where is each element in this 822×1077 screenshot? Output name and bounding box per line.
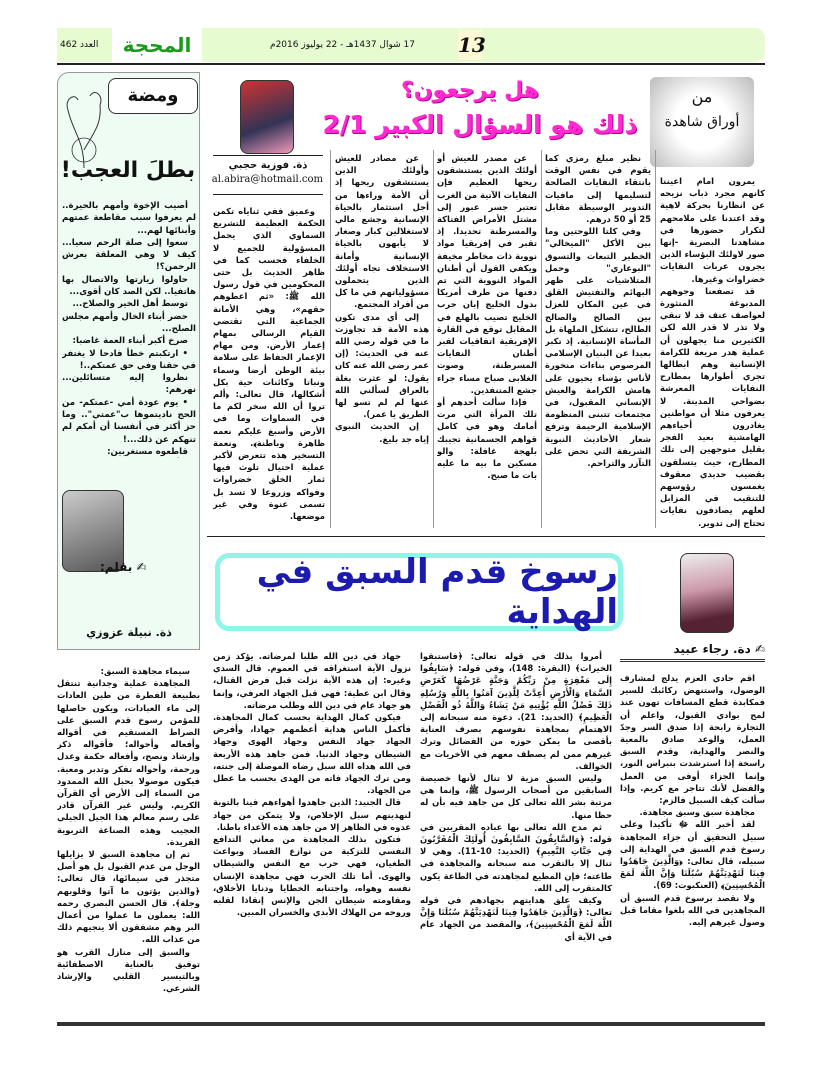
- upper-column-2: [545, 152, 651, 528]
- issue-date: 17 شوال 1437هـ - 22 يوليوز 2016م: [270, 40, 415, 50]
- paragraph: قاطعوه مستغربين:: [107, 446, 188, 457]
- lower-column-3: [213, 650, 411, 1018]
- upper-column-5: [213, 205, 325, 528]
- page-number: 13: [458, 30, 482, 60]
- author-box: [213, 155, 323, 195]
- author-email: al.abira@hotmail.com: [211, 174, 323, 185]
- author-name-rajaa: [620, 642, 765, 662]
- paragraph: • ارتكبتم خطأ فادحا لا يغتفر في حقنا وفي حق عمتكم..!: [62, 348, 196, 371]
- upper-column-4: [335, 152, 429, 528]
- paragraph: يمرون امام اعيننا كانهم مجرد ذباب نزيحه عن انظارنا بحركة لاهية وقد اعتدنا على ملامحهم لتكرار حضورها في مشاهدنا البصرية -إنها صور لاولئك البؤساء الذين يجرون عربات النفايات خضراوات وغيرها.: [660, 176, 765, 284]
- article-title-box: [215, 553, 623, 631]
- article-title-line2: ذلك هو السؤال الكبير 2/1: [322, 110, 638, 139]
- article-title-line1: هل يرجعون؟: [400, 78, 540, 103]
- paragraph: مجاهدة سبق وسبق مجاهدة.: [639, 807, 755, 818]
- paragraph: فتكون بذلك المجاهدة من معاني التدافع النفسي للتزكية من نوازع الفساد وبواعث الطغيان، فهي حرب مع النفس والشيطان والهوى. أما تلك الحرب فهي مجاهدة الإنسان نفسه وهواه، واجتنابه الخطايا ودنايا الأخلاق، ومقاومته شيطان الجن والإنس إنقاذا لقلبه وروحه من الهلاك الأبدي والخسران المبين.: [213, 834, 411, 918]
- column-divider: [330, 150, 331, 528]
- paragraph: المجاهدة عملية وجدانية تنتقل بطبيعة الفطرة من طين العادات إلى ماء العبادات، ويكون حاصلها للمؤمن رسوخ قدم السبق على الصراط المستقيم في أقواله وأفعاله وأحواله؛ فأقواله ذكر وإرشاد ونصح، وأفعاله حكمة وعدل ورحمة، وأحواله تفكر وتدبر ومعية. فيكون موصولا بحبل الله الممدود من السماء إلى الأرض أي القرآن الكريم. وليس غير القرآن قادر على رسم معالم هذا الجيل الجيلي العجيب وهذه الصناعة التربوية الفريدة.: [57, 678, 200, 847]
- wamda-label: ومضة: [108, 78, 198, 114]
- column-divider: [655, 150, 656, 528]
- author-photo-fouzia: [240, 80, 294, 154]
- column-divider: [541, 150, 542, 528]
- paragraph: إن الحديث النبوي إياه جد بليغ.: [335, 421, 429, 444]
- paragraph: أصيب الإخوة وأمهم بالحيرة.. لم يعرفوا سبب مقاطعة عمتهم وأبنائها لهم...: [62, 201, 196, 236]
- lower-column-1: [620, 672, 765, 1018]
- paragraph: ولا نقصد برسوخ قدم السبق أن المجاهدين في الله بلغوا مقاما قبل وصول غيرهم إليه.: [620, 892, 765, 928]
- paragraph: نظروا إليه متسائلين... نهرهم:: [62, 373, 196, 396]
- paragraph: قد تصفعنا وجوههم المدبوغة المنثورة لعواصف عنف قد لا تبقي ولا تذر لا قدر الله لكن الكثيرين منا يجهلون أن عملية هدر مريعة للكرامة الإنسانية وهم ابطالها تجري أطوارها بمطارح النفايات المعرشة بضواحي المدينة. لا يعرفون مثلا أن مواطنين يغادرون أحياءهم الهامشية بعيد الفجر بقليل متوجهين إلى تلك المطارح، حيث يتسلقون بقضيب حديدي معقوف يغمسون رؤوسهم للتنقيب في المزابل لعلهم يصادفون نفايات تحتاج إلى تدوير.: [660, 285, 765, 528]
- paragraph: اقم حادي العزم يدلج لمشارف الوصول، واستنهض ركائبك للسير فمكابدة قطع المسافات تهون عند لمح بوادي القبول، واعلم أن التجارة رابحة إذا صدق السر وجدّ العمل، والوعد صادق بالمعية والنصر والهداية، وقدم السبق راسخة إذا استرشدت بنبراس النور، وإنما الجزاء أوفى من العمل والفضل لأنك تتاجر مع كريم. وإذا سألت كيف السبيل فالزم:: [620, 673, 765, 806]
- pen-icon: ✍: [750, 642, 765, 656]
- article-title: رسوخ قدم السبق في الهداية: [256, 552, 618, 632]
- header-divider: [57, 63, 765, 65]
- paragraph: عن مصدر للعيش أو أولئك الذين يستنشقون ريحها العظيم فإن النفايات الآتية من الغرب تعتبر جسر عبور إلى مشتل الأمراض الفتاكة والمسرطنة تحديدا. إذ تقبر في إفريقيا مواد نووية ذات مخاطر مخيفة ويكفي القول أن أطنان المواد النووية التي تم دفنها من طرف أمريكا بدول الخليج إبان حرب الخليج تصيب بالهلع في المقابل توقع في القارة الإفريقية اتفاقيات لقبر أطنان النفايات المسرطنة، وصوت الغلابى صباح مساء جراء جشع المتنفذين.: [437, 153, 537, 395]
- paragraph: صرخ أكبر أبناء العمة غاضبا:: [72, 336, 188, 347]
- series-label-2: أوراق شاهدة: [664, 114, 740, 130]
- paragraph: فإذا سألت أحدهم أو تلك المرأة التي مرت أمامك وهو في كامل قواهم الجسمانية تجيبك بلهجة غافلة: والو مسكين ما بيه ما عليه بات ما صبح.: [437, 397, 537, 481]
- paragraph: جهاد في دين الله طلبا لمرضاته. يؤكد زمن نزول الآية استغراقه في العموم. قال السدي وغيره: إن هذه الآية نزلت قبل فرض القتال، وقال ابن عطية: فهي قبل الجهاد العرفي، وإنما هو جهاد عام في دين الله وطلب مرضاته.: [213, 651, 411, 710]
- author-name-text: دة. رجاء عبيد: [673, 642, 751, 656]
- floral-ornament-icon: [62, 80, 106, 168]
- newspaper-logo: المحجة: [112, 28, 202, 62]
- paragraph: وليس السبق مزية لا تنال لأنها خصيصة السابقين من أصحاب الرسول ﷺ، وإنما هي مرتبة بشر الله تعالى كل من جاهد فيه بأن له حظا منها.: [420, 773, 612, 820]
- wamda-title: بطلَ العجب!: [60, 158, 196, 183]
- upper-column-3: [437, 152, 537, 528]
- author-name: ذة. فوزية حجبي: [228, 160, 308, 171]
- series-label-1: من: [691, 87, 713, 106]
- wamda-author: ذة. نبيلة عزوزي: [86, 626, 172, 639]
- paragraph: ثم مدح الله تعالى بها عباده المقربين في قوله: ﴿وَالسَّابِقُونَ السَّابِقُونَ أُولَئِكَ الْمُقَرَّبُونَ فِي جَنَّاتِ النَّعِيمِ﴾ (الحديد: 10-11). وهي لا تنال إلا بالتقرب منه سبحانه والمجاهدة في طاعته؛ فإن المطيع لمجاهدته في الطاعة يكون كالمتقرب إلى الله.: [420, 821, 612, 893]
- paragraph: ثم إن مجاهدة السبق لا يزايلها الوجل من عدم القبول بل هو أصل متجذر في سيمائها، قال تعالى: ﴿والذين يؤتون ما آتوا وقلوبهم وجلة﴾. قال الحسن البصري رحمه الله: يعملون ما عملوا من أعمال البر وهم مشفقون ألا ينجيهم ذلك من عذاب الله.: [57, 849, 200, 945]
- paragraph: أمروا بذلك في قوله تعالى: ﴿فاستبقوا الخيرات﴾ (البقرة: 148)، وفي قوله: ﴿سَابِقُوا إِلَى مَغْفِرَةٍ مِنْ رَبِّكُمْ وَجَنَّةٍ عَرْضُهَا كَعَرْضِ السَّمَاءِ وَالْأَرْضِ أُعِدَّتْ لِلَّذِينَ آمَنُوا بِاللَّهِ وَرُسُلِهِ ذَلِكَ فَضْلُ اللَّهِ يُؤْتِيهِ مَنْ يَشَاءُ وَاللَّهُ ذُو الْفَضْلِ الْعَظِيمِ﴾ (الحديد: 21). دعوة منه سبحانه إلى الاهتمام بمجاهدة نفوسهم بصرف العناية بأقصى ما يمكن حوزه من الفضائل وترك غيرهم ممن لم يصطف معهم في الأخريات مع الخوالف.: [420, 651, 612, 771]
- section-divider: [207, 536, 765, 537]
- paragraph: حضر أبناء الخال وأمهم مجلس الصلح...: [62, 311, 196, 334]
- paragraph: عن مصادر للعيش وأولئك الذين يستنشقون ريحها إذ أن الأمة وراءها من أجل استثمار بالحياة الإنسانية وجشع مالي لاستغلالين كبار وصغار لا يأبهون بالحياة الإنسانية وأمانة الاستخلاف تجاه أولئك الذين يتحملون مسؤولياتهم في ما كل من أفراد المجتمع.: [335, 153, 429, 310]
- by-label-text: بقلم:: [100, 560, 133, 574]
- paragraph: إلى أي مدى تكون هذه الأمة قد تجاوزت ما في قوله رضي الله عنه في الحديث: (إن عمر رضي الله عنه كان يقول: لو عثرت بغلة بالعراق لسألني الله عنها لم لم تسو لها الطريق يا عمر).: [335, 311, 429, 420]
- pen-icon: ✍: [136, 560, 147, 574]
- paragraph: نظير مبلغ رمزي كما يقوم في نفس الوقت بانتقاء النفايات الصالحة لتسليمها إلى مافيات التدوير الوسيطة مقابل 25 أو 50 درهم.: [545, 153, 651, 225]
- paragraph: سعوا إلى صلة الرحم سعيا... كيف لا وهي المعلقة بعرش الرحمن؟!: [62, 237, 196, 273]
- lower-column-2: [420, 650, 612, 1018]
- paragraph: والسبق إلى منازل القرب هو توفيق بالعناية الاصطفائية وبالتيسير القلبي والإرشاد الشرعي.: [57, 946, 200, 994]
- paragraph: لقد أخبر الله ﷻ تأكيدا وعلى سبيل التحقيق أن جزاء المجاهدة رسوخ قدم السبق في الهداية إلى سبيله، قال تعالى: ﴿وَالَّذِينَ جَاهَدُوا فِينَا لَنَهْدِيَنَّهُمْ سُبُلَنَا وَإِنَّ اللَّهَ لَمَعَ الْمُحْسِنِينَ﴾ (العنكبوت: 69).: [620, 819, 765, 891]
- paragraph: فيكون كمال الهداية بحسب كمال المجاهدة. فأكمل الناس هداية أعظمهم جهادا، وأفرض الجهاد جهاد النفس وجهاد الهوى وجهاد الشيطان وجهاد الدنيا. فمن جاهد هذه الأربعة في الله هداه الله سبل رضاه الموصلة إلى جنته، ومن ترك الجهاد فاته من الهدى بحسب ما عطل من الجهاد.: [213, 712, 411, 796]
- paragraph: سيماء مجاهدة السبق:: [100, 666, 190, 676]
- paragraph: وعميق ففي ثناياه تكمن الحكمة العظيمة للتشريع السماوي الذي يحمل المسؤولية للجميع لا الخلفاء فحسب كما في ظاهر الحديث بل حتى المحكومين في قول رسول الله ﷺ: «ثم اعطوهم حقهم»، وهي الأمانة الجماعية التي تقتضي القيام الرسالي بمهام إعمار الأرض. ومن مهام الإعمار الحفاظ على سلامة بيئة الوطن أرضا وسماء ونباتا وكائنات حية بكل أشكالها، قال تعالى: ﴿ألم تروا أن الله سخر لكم ما في السماوات وما في الأرض وأسبغ عليكم نعمه ظاهرة وباطنة﴾. ونعمة التسخير هذه تتعرض لأكبر عملية احتيال تلوث فيها ثمار الخلق خضراوات وفواكه وزروعا لا تسد بل تسمى عنوة وفي غير موضعها.: [213, 206, 325, 522]
- paragraph: وكيف علق هدايتهم بجهادهم في قوله تعالى: ﴿وَالَّذِينَ جَاهَدُوا فِينَا لَنَهْدِيَنَّهُمْ سُبُلَنَا وَإِنَّ اللَّهَ لَمَعَ الْمُحْسِنِينَ﴾، والمقصد من الجهاد عام في الآية أي: [420, 895, 612, 942]
- paragraph: • يوم عودة أمي -عمتكم- من الحج ناديتموها ب"عمتي".. وما حز أكثر في أنفسنا أن أمكم لم تنهكم عن ذلك...!: [62, 397, 196, 445]
- footer-divider: [57, 1022, 765, 1026]
- series-emblem: [650, 77, 754, 167]
- issue-number: العدد 462: [60, 40, 99, 50]
- wamda-text: [62, 200, 196, 458]
- paragraph: وفي كلتا اللوحتين وما بين الأكل "الميخالي" الخطير التبعات والتسوق "البوعاري" وحمل المتلاشيات على ظهر البهائم والتفتيش القلق في عين المكان للعزل بين الصالح والصالح الطالح، تتشكل الملهاة بل المأساة الإنسانية. إذ تكبر بعيدا عن البنيان الإسلامي المرصوص بناءات منخورة لأناس بؤساء يحيون على هامش الكرامة والعيش الإنساني المقبول، في مجتمعات تتبنى المنظومة الإسلامية الرحيمة وترفع شعار الأحاديث النبوية الشريفة التي تحض على التآزر والتراحم.: [545, 226, 651, 469]
- author-photo-rajaa: [680, 553, 734, 633]
- paragraph: قال الجنيد: الذين جاهدوا أهواءهم فينا بالتوبة لنهدينهم سبل الإخلاص، ولا يتمكن من جهاد عدوه في الظاهر إلا من جاهد هذه الأعداء باطنا.: [213, 797, 411, 832]
- by-label: [100, 560, 147, 574]
- lower-column-4: [57, 665, 200, 1018]
- paragraph: توسط أهل الخير والصلاح...: [72, 299, 188, 310]
- paragraph: حاولوا زيارتها والاتصال بها هاتفيا.. لكن الصد كان أقوى...: [62, 274, 196, 298]
- upper-column-1: [660, 175, 765, 528]
- column-divider: [433, 150, 434, 528]
